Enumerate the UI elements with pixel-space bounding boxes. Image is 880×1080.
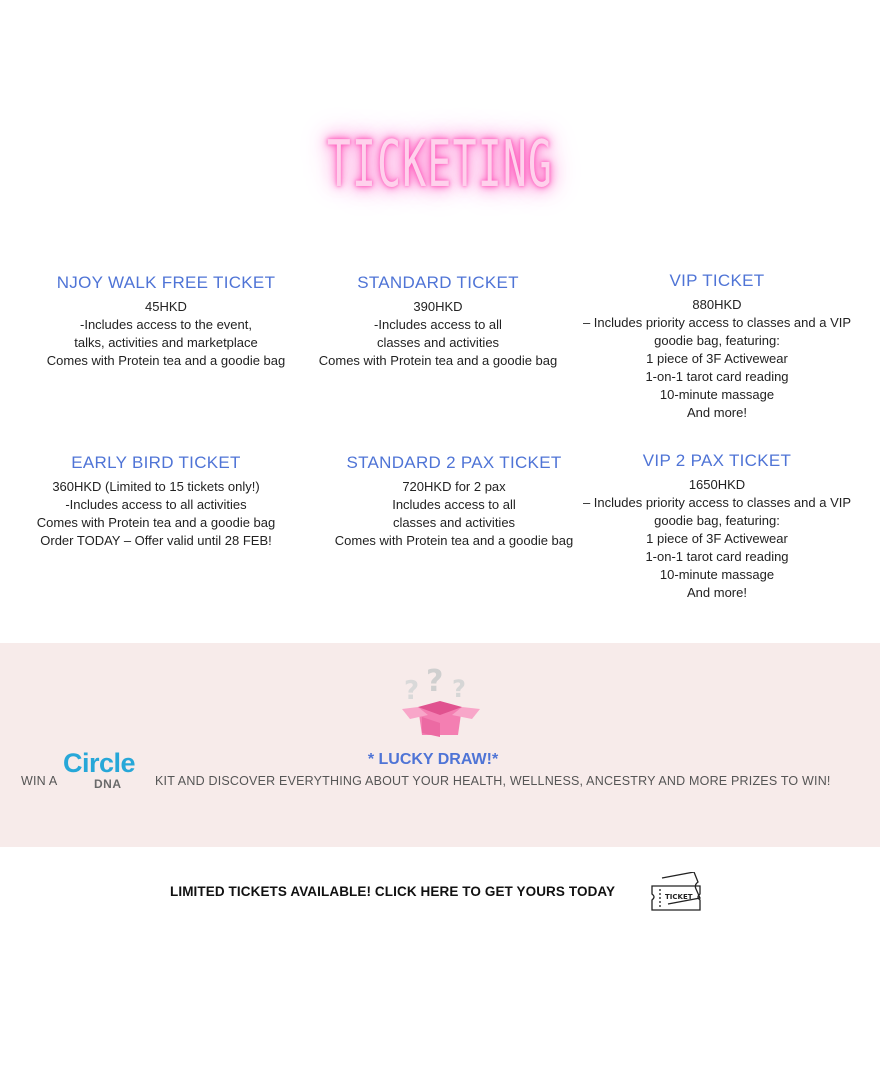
ticket-detail: 1-on-1 tarot card reading — [645, 549, 789, 564]
svg-text:?: ? — [404, 676, 420, 706]
ticket-detail: -Includes access to the event, — [80, 317, 252, 332]
ticket-card-njoy-walk-free — [30, 273, 302, 370]
ticket-price: 360HKD (Limited to 15 tickets only!) — [52, 479, 260, 494]
ticket-card-standard — [302, 273, 574, 370]
lucky-draw-title: * LUCKY DRAW!* — [367, 751, 499, 768]
ticket-detail: -Includes access to all activities — [65, 497, 247, 512]
get-tickets-link[interactable]: LIMITED TICKETS AVAILABLE! CLICK HERE TO GET YOURS TODAY — [170, 884, 616, 899]
lucky-draw-section — [0, 643, 880, 847]
ticket-card-vip — [570, 271, 864, 422]
ticket-detail: 10-minute massage — [659, 567, 775, 582]
ticket-price: 880HKD — [692, 297, 742, 312]
ticket-detail: – Includes priority access to classes and a VIP — [582, 495, 852, 510]
ticket-detail: goodie bag, featuring: — [654, 333, 780, 348]
ticket-detail: Order TODAY – Offer valid until 28 FEB! — [40, 533, 272, 548]
svg-text:?: ? — [452, 675, 466, 703]
ticket-detail: goodie bag, featuring: — [654, 513, 780, 528]
ticket-detail: classes and activities — [376, 335, 500, 350]
ticket-price: 1650HKD — [688, 477, 746, 492]
win-prefix: WIN A — [21, 774, 58, 788]
logo-circle-text: Circle — [63, 748, 136, 778]
ticket-title: NJOY WALK FREE TICKET — [56, 273, 276, 292]
ticket-icon[interactable] — [648, 872, 706, 914]
ticket-title: EARLY BIRD TICKET — [71, 453, 241, 472]
ticket-price: 390HKD — [413, 299, 463, 314]
ticket-title: STANDARD TICKET — [357, 273, 519, 292]
ticket-price: 45HKD — [145, 299, 187, 314]
ticket-detail: – Includes priority access to classes and a VIP — [582, 315, 852, 330]
ticket-detail: Comes with Protein tea and a goodie bag — [36, 515, 276, 530]
ticket-card-vip-2-pax — [570, 451, 864, 602]
ticket-detail: 1 piece of 3F Activewear — [646, 531, 788, 546]
ticket-icon-label: TICKET — [665, 893, 693, 901]
win-description: KIT AND DISCOVER EVERYTHING ABOUT YOUR HEALTH, WELLNESS, ANCESTRY AND MORE PRIZES TO WIN! — [155, 774, 831, 788]
logo-dna-text: DNA — [94, 777, 122, 791]
ticket-detail: And more! — [687, 405, 747, 420]
ticket-detail: talks, activities and marketplace — [74, 335, 258, 350]
ticket-title: VIP 2 PAX TICKET — [642, 451, 792, 470]
svg-text:?: ? — [426, 664, 444, 699]
ticket-detail: And more! — [687, 585, 747, 600]
ticket-detail: Includes access to all — [392, 497, 516, 512]
ticket-detail: 1-on-1 tarot card reading — [645, 369, 789, 384]
ticket-card-early-bird — [20, 453, 292, 550]
ticket-detail: Comes with Protein tea and a goodie bag — [318, 353, 558, 368]
ticket-detail: -Includes access to all — [374, 317, 502, 332]
circle-dna-logo — [63, 748, 155, 792]
page-title: TICKETING — [326, 128, 554, 202]
ticket-detail: Comes with Protein tea and a goodie bag — [46, 353, 286, 368]
ticket-detail: Comes with Protein tea and a goodie bag — [334, 533, 574, 548]
mystery-box-icon — [400, 663, 482, 739]
ticket-price: 720HKD for 2 pax — [402, 479, 506, 494]
ticket-title: STANDARD 2 PAX TICKET — [346, 453, 562, 472]
ticket-detail: 1 piece of 3F Activewear — [646, 351, 788, 366]
ticket-detail: 10-minute massage — [659, 387, 775, 402]
ticket-card-standard-2-pax — [318, 453, 590, 550]
ticket-title: VIP TICKET — [669, 271, 765, 290]
ticket-detail: classes and activities — [392, 515, 516, 530]
